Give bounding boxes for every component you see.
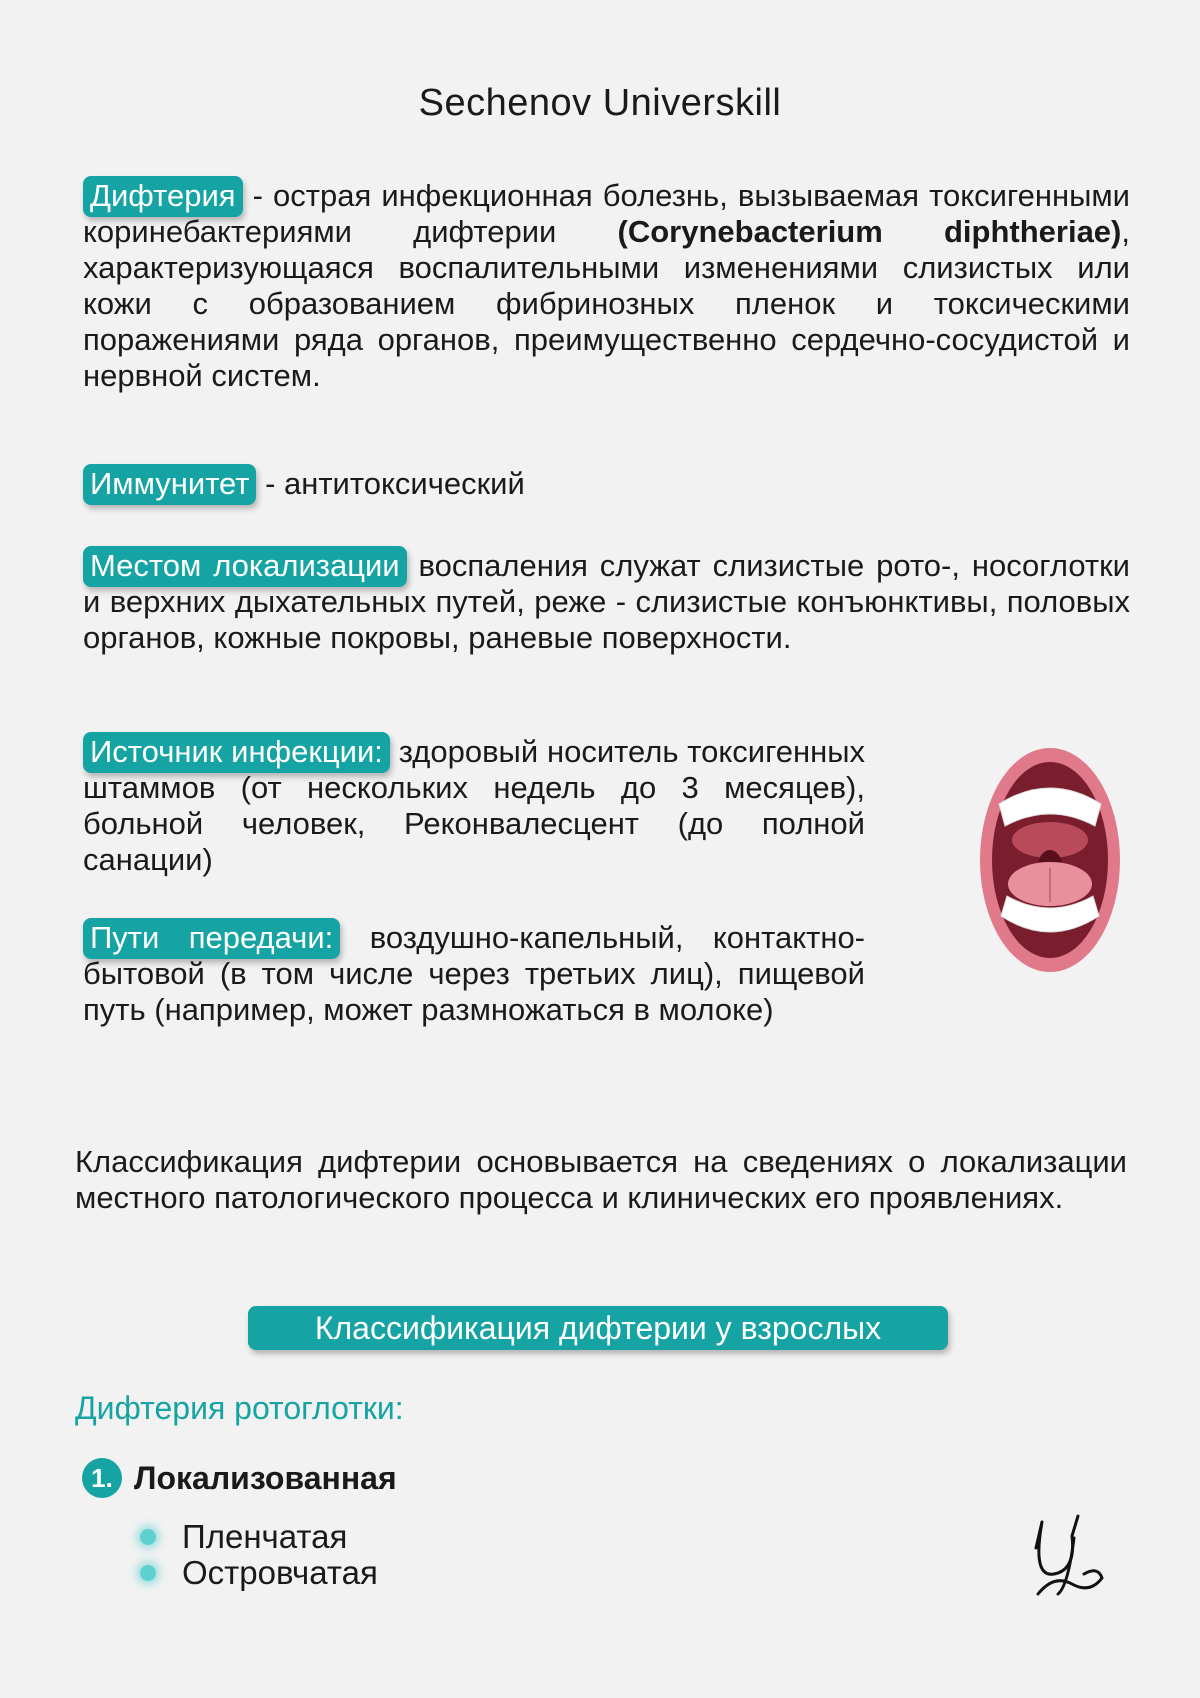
localization-paragraph (83, 548, 1130, 656)
classification-banner: Классификация дифтерии у взрослых (248, 1306, 948, 1350)
subitem-list (140, 1519, 378, 1591)
immunity-text: - антитоксический (256, 466, 525, 501)
classification-intro: Классификация дифтерии основывается на сведениях о локализации местного патологического процесса и клинических его проявлениях. (75, 1144, 1127, 1215)
item-label: Локализованная (134, 1459, 397, 1496)
definition-paragraph (83, 178, 1130, 394)
transmission-text: воздушно-капельный, контактно-бытовой (в том числе через третьих лиц), пищевой путь (например, может размножаться в молоке) (83, 920, 866, 1027)
item-number: 1. (82, 1458, 122, 1498)
immunity-paragraph (83, 466, 1130, 502)
page-title: Sechenov Universkill (418, 82, 782, 124)
subitem-label: Островчатая (182, 1554, 378, 1591)
definition-text-end: , характеризующаяся воспалительными изменениями слизистых или кожи с образованием фибринозных пленок и токсическими поражениями ряда органов, преимущественно сердечно-сосудистой и нервной систем. (83, 214, 1130, 393)
transmission-term: Пути передачи: (83, 918, 340, 959)
subitem-label: Пленчатая (182, 1518, 348, 1555)
source-paragraph (83, 734, 865, 878)
definition-term: Дифтерия (83, 176, 243, 217)
source-term: Источник инфекции: (83, 732, 390, 773)
immunity-term: Иммунитет (83, 464, 256, 505)
section-heading: Дифтерия ротоглотки: (75, 1390, 404, 1426)
bullet-icon (140, 1529, 156, 1545)
numbered-item (82, 1458, 397, 1498)
source-text: здоровый носитель токсигенных штаммов (от нескольких недель до 3 месяцев), больной человек, Реконвалесцент (до полной санации) (83, 734, 865, 877)
localization-term: Местом локализации (83, 546, 407, 587)
open-mouth-illustration (977, 744, 1123, 976)
localization-text: воспаления служат слизистые рото-, носоглотки и верхних дыхательных путей, реже - слизистые конъюнктивы, половых органов, кожные покровы, раневые поверхности. (83, 548, 1130, 655)
list-item (140, 1555, 378, 1591)
universkill-logo-icon (1028, 1508, 1112, 1600)
transmission-paragraph (83, 920, 865, 1028)
latin-name: (Corynebacterium diphtheriae) (617, 214, 1122, 249)
bullet-icon (140, 1565, 156, 1581)
definition-text: - острая инфекционная болезнь, вызываемая токсигенными коринебактериями дифтерии (83, 178, 1130, 249)
list-item (140, 1519, 378, 1555)
